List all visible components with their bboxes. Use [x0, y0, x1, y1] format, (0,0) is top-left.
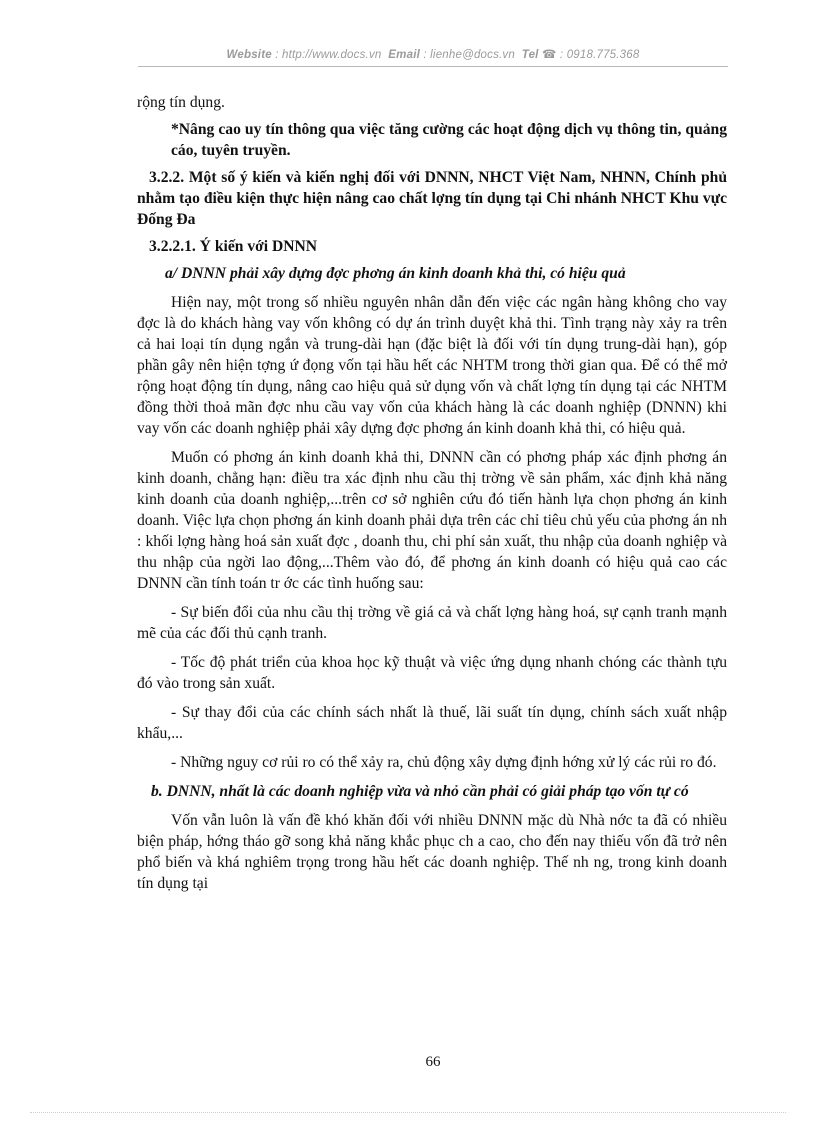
list-item-technology: - Tốc độ phát triển của khoa học kỹ thuật và việc ứng dụng nhanh chóng các thành tựu đó vào trong sản xuất. — [137, 654, 727, 692]
email-address: : lienhe@docs.vn — [423, 49, 515, 61]
website-label: Website — [226, 49, 272, 61]
email-label: Email — [388, 49, 420, 61]
tel-label: Tel — [521, 49, 539, 61]
paragraph-continuation: rộng tín dụng. — [137, 94, 225, 111]
list-item-market-demand: - Sự biến đổi của nhu cầu thị trờng về giá cả và chất lợng hàng hoá, sự cạnh tranh mạnh mẽ của các đối thủ cạnh tranh. — [137, 604, 727, 642]
paragraph-von-van: Vốn vẫn luôn là vấn đề khó khăn đối với nhiều DNNN mặc dù Nhà nớc ta đã có nhiều biện pháp, hớng tháo gỡ song khả năng khắc phục ch a cao, cho đến nay thiếu vốn đã trở nên phổ biến và khá nghiêm trọng trong hầu hết các doanh nghiệp. Thế nh ng, trong kinh doanh tín dụng tại — [137, 812, 727, 892]
section-heading-3-2-2: 3.2.2. Một số ý kiến và kiến nghị đối với DNNN, NHCT Việt Nam, NHNN, Chính phủ nhằm tạo điều kiện thực hiện nâng cao chất lợng tín dụng tại Chi nhánh NHCT Khu vực Đống Đa — [137, 169, 727, 228]
tel-number: ☎ : 0918.775.368 — [541, 49, 640, 61]
bullet-improve-reputation: *Nâng cao uy tín thông qua việc tăng cường các hoạt động dịch vụ thông tin, quảng cáo, tuyên truyền. — [171, 121, 727, 159]
website-header — [138, 47, 728, 61]
subheading-b: b. DNNN, nhất là các doanh nghiệp vừa và nhỏ cần phải có giải pháp tạo vốn tự có — [151, 783, 689, 800]
subheading-a: a/ DNNN phải xây dựng đợc phơng án kinh doanh khả thi, có hiệu quả — [165, 265, 626, 282]
page-body — [137, 92, 727, 894]
list-item-risk: - Những nguy cơ rủi ro có thể xảy ra, chủ động xây dựng định hớng xử lý các rủi ro đó. — [171, 754, 717, 771]
header-rule — [138, 66, 728, 67]
bottom-dotted-rule — [30, 1112, 786, 1113]
list-item-policy: - Sự thay đổi của các chính sách nhất là thuế, lãi suất tín dụng, chính sách xuất nhập khẩu,... — [137, 704, 727, 742]
paragraph-muon-co: Muốn có phơng án kinh doanh khả thi, DNNN cần có phơng pháp xác định phơng án kinh doanh, chẳng hạn: điều tra xác định nhu cầu thị trờng về sản phẩm, xác định khả năng kinh doanh của doanh nghiệp,...trên cơ sở nghiên cứu đó tiến hành lựa chọn phơng án kinh doanh. Việc lựa chọn phơng án kinh doanh phải dựa trên các chỉ tiêu chủ yếu của phơng án nh : khối lợng hàng hoá sản xuất đợc , doanh thu, chi phí sản xuất, thu nhập của doanh nghiệp và thu nhập của ngời lao động,...Thêm vào đó, để phơng án kinh doanh có hiệu quả cao các DNNN cần tính toán tr ớc các tình huống sau: — [137, 449, 727, 592]
website-url: : http://www.docs.vn — [275, 49, 382, 61]
section-heading-3-2-2-1: 3.2.2.1. Ý kiến với DNNN — [149, 238, 318, 255]
paragraph-hien-nay: Hiện nay, một trong số nhiều nguyên nhân dẫn đến việc các ngân hàng không cho vay đợc là do khách hàng vay vốn không có dự án trình duyệt khả thi. Tình trạng này xảy ra trên cả hai loại tín dụng ngắn và trung-dài hạn (đặc biệt là đối với tín dụng trung-dài hạn), góp phần gây nên hiện tợng ứ đọng vốn tại hầu hết các NHTM trong thời gian qua. Để có thể mở rộng hoạt động tín dụng, nâng cao hiệu quả sử dụng vốn và chất lợng tín dụng tại các NHTM đồng thời thoả mãn đợc nhu cầu vay vốn của khách hàng là các doanh nghiệp (DNNN) khi vay vốn các doanh nghiệp phải xây dựng đợc phơng án kinh doanh khả thi, có hiệu quả. — [137, 294, 727, 437]
page-number: 66 — [425, 1054, 441, 1070]
